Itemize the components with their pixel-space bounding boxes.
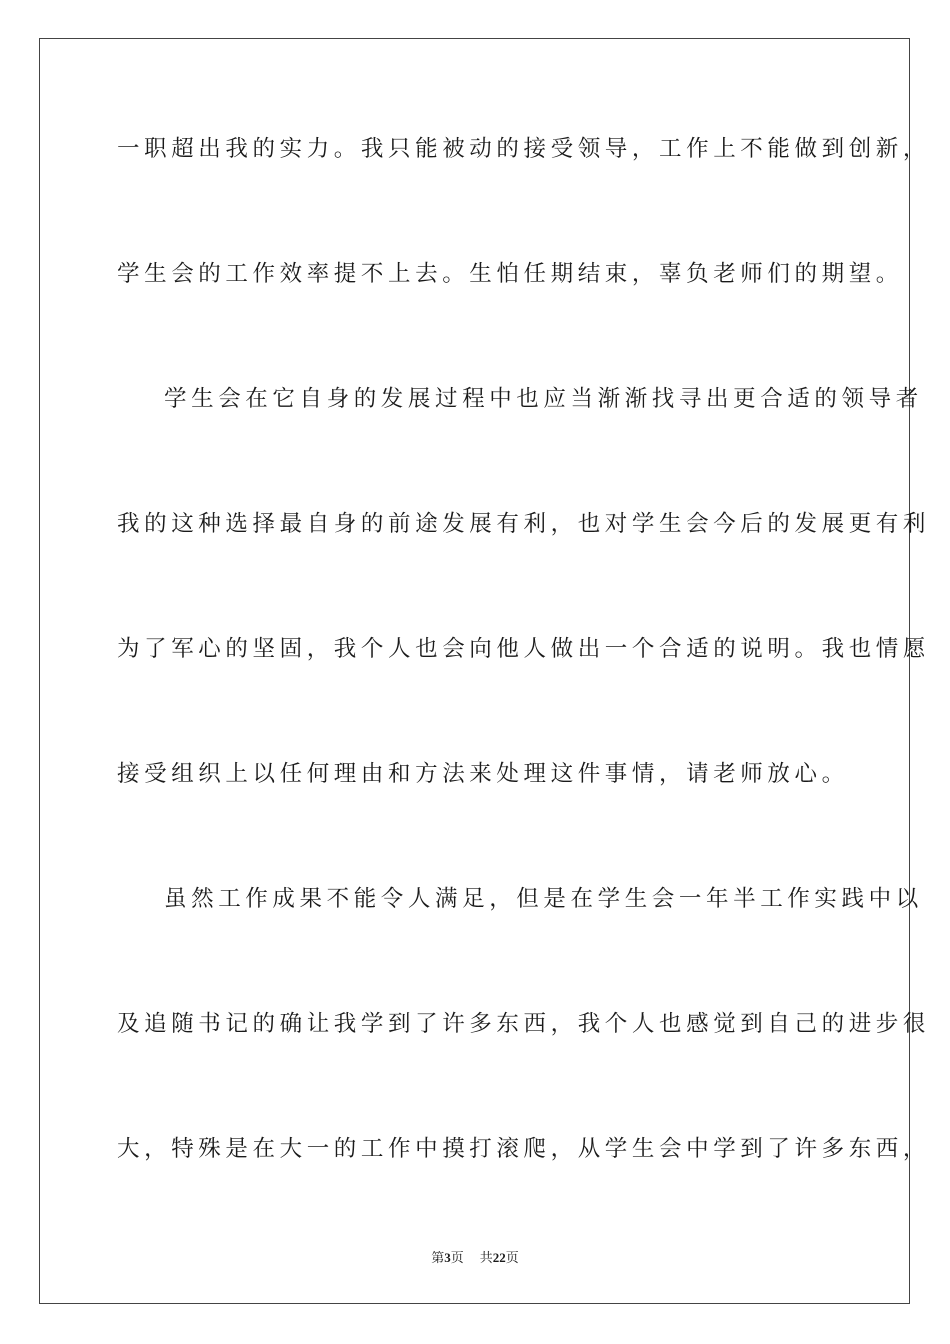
text-line-4: 我的这种选择最自身的前途发展有利，也对学生会今后的发展更有利 [117,511,931,537]
text-line-3: 学生会在它自身的发展过程中也应当渐渐找寻出更合适的领导者 [164,386,923,412]
text-line-1: 一职超出我的实力。我只能被动的接受领导，工作上不能做到创新， [117,136,931,162]
document-body [117,118,931,1243]
text-line-7: 虽然工作成果不能令人满足，但是在学生会一年半工作实践中以 [164,886,923,912]
text-line-8: 及追随书记的确让我学到了许多东西，我个人也感觉到自己的进步很 [117,1011,931,1037]
page-number-suffix: 页 [450,1251,464,1266]
total-pages-count: 22 [492,1250,506,1265]
page-number-current: 3 [444,1250,451,1265]
total-pages-prefix: 共 [479,1251,493,1266]
total-pages-suffix: 页 [505,1251,519,1266]
text-line-6: 接受组织上以任何理由和方法来处理这件事情，请老师放心。 [117,761,849,787]
text-line-5: 为了军心的坚固，我个人也会向他人做出一个合适的说明。我也情愿 [117,636,931,662]
text-line-9: 大，特殊是在大一的工作中摸打滚爬，从学生会中学到了许多东西， [117,1136,931,1162]
page-number-prefix: 第 [431,1251,445,1266]
page-footer [0,1247,950,1266]
text-line-2: 学生会的工作效率提不上去。生怕任期结束，辜负老师们的期望。 [117,261,903,287]
